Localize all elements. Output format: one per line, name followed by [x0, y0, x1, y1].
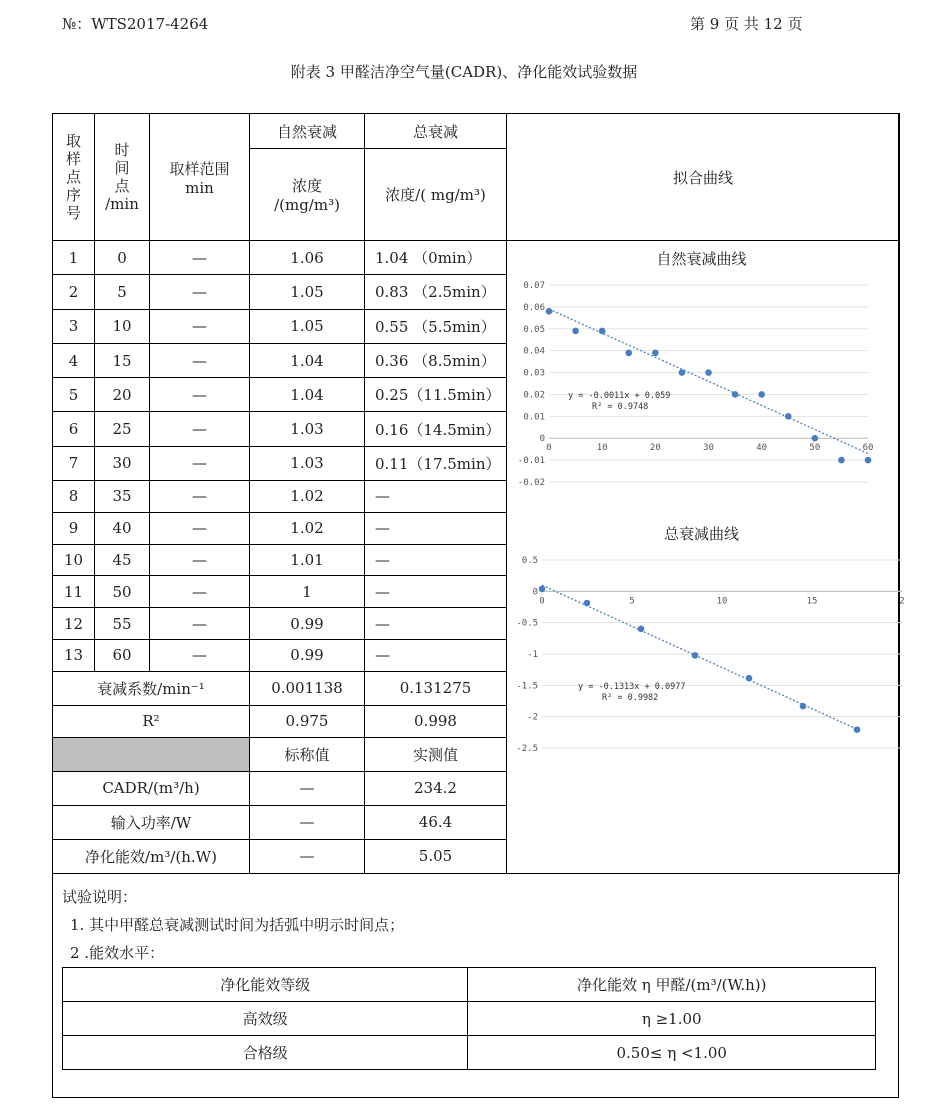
cell-t: 60 — [95, 640, 150, 672]
x-tick-label: 0 — [539, 596, 545, 607]
trend-equation: y = -0.0011x + 0.059 — [568, 391, 671, 401]
header-fit-curve: 拟合曲线 — [507, 114, 900, 241]
cell-range: — — [150, 512, 250, 544]
cell-no: 11 — [53, 576, 95, 608]
decay-coef-natural: 0.001138 — [250, 671, 365, 705]
cell-tot: — — [365, 640, 507, 672]
x-tick-label: 50 — [809, 443, 821, 454]
header-time: 时 间 点 /min — [95, 114, 150, 241]
cell-t: 40 — [95, 512, 150, 544]
cell-nat: 0.99 — [250, 640, 365, 672]
y-tick-label: 0 — [539, 434, 545, 445]
data-point — [758, 391, 765, 398]
cell-t: 25 — [95, 412, 150, 446]
power-measured: 46.4 — [365, 805, 507, 839]
header-range: 取样范围 min — [150, 114, 250, 241]
y-tick-label: -0.01 — [517, 456, 545, 467]
total-decay-chart — [510, 552, 905, 762]
data-point — [865, 457, 872, 464]
x-tick-label: 0 — [546, 443, 552, 454]
x-tick-label: 10 — [596, 443, 608, 454]
trendline — [542, 585, 857, 729]
cell-no: 8 — [53, 481, 95, 513]
y-tick-label: 0.5 — [521, 556, 538, 566]
cell-tot: — — [365, 512, 507, 544]
data-point — [638, 626, 645, 633]
report-number: №：WTS2017-4264 — [62, 15, 209, 33]
cell-t: 0 — [95, 241, 150, 275]
data-point — [732, 391, 739, 398]
cell-no: 7 — [53, 446, 95, 480]
x-tick-label: 60 — [862, 443, 874, 454]
trendline — [549, 309, 868, 453]
cell-no: 10 — [53, 544, 95, 576]
cell-no: 12 — [53, 608, 95, 640]
cell-tot: 1.04 （0min） — [365, 241, 507, 275]
y-tick-label: 0.01 — [523, 412, 545, 423]
cell-range: — — [150, 412, 250, 446]
y-tick-label: 0 — [532, 587, 538, 598]
cell-nat: 1.02 — [250, 512, 365, 544]
cell-range: — — [150, 275, 250, 309]
cell-nat: 1.05 — [250, 309, 365, 343]
y-tick-label: 0.06 — [523, 302, 545, 313]
data-point — [746, 675, 753, 682]
cell-t: 30 — [95, 446, 150, 480]
grade-high-value: η ≥1.00 — [468, 1002, 876, 1036]
efficiency-measured: 5.05 — [365, 839, 507, 873]
cell-t: 45 — [95, 544, 150, 576]
cell-no: 4 — [53, 343, 95, 377]
data-point — [854, 726, 861, 733]
y-tick-label: 0.07 — [523, 281, 545, 291]
natural-decay-chart — [510, 276, 895, 488]
y-tick-label: 0.02 — [523, 390, 545, 401]
cadr-label: CADR/(m³/h) — [53, 771, 250, 805]
x-tick-label: 20 — [649, 443, 661, 454]
data-point — [838, 457, 845, 464]
cell-range: — — [150, 241, 250, 275]
cell-range: — — [150, 576, 250, 608]
cell-tot: — — [365, 608, 507, 640]
cell-nat: 1.04 — [250, 378, 365, 412]
data-point — [652, 350, 659, 357]
cell-nat: 1.02 — [250, 481, 365, 513]
cell-range: — — [150, 309, 250, 343]
cell-t: 20 — [95, 378, 150, 412]
x-tick-label: 10 — [716, 596, 728, 607]
data-point — [539, 586, 546, 593]
cell-tot: 0.25（11.5min） — [365, 378, 507, 412]
data-point — [679, 369, 686, 376]
grade-header-level: 净化能效等级 — [63, 968, 468, 1002]
header-natural-conc: 浓度 /(mg/m³) — [250, 149, 365, 241]
x-tick-label: 30 — [703, 443, 714, 454]
cell-no: 2 — [53, 275, 95, 309]
nominal-header: 标称值 — [250, 737, 365, 771]
cell-t: 50 — [95, 576, 150, 608]
data-point — [785, 413, 792, 420]
y-tick-label: -0.02 — [517, 478, 545, 488]
trend-r2: R² = 0.9748 — [592, 402, 649, 412]
cell-nat: 1.03 — [250, 412, 365, 446]
x-tick-label: 2 — [899, 596, 905, 607]
header-sample-no: 取 样 点 序 号 — [53, 114, 95, 241]
cell-nat: 1.03 — [250, 446, 365, 480]
cadr-nominal: — — [250, 771, 365, 805]
cell-range: — — [150, 343, 250, 377]
header-natural-decay: 自然衰减 — [250, 114, 365, 149]
chart-title-total: 总衰减曲线 — [663, 525, 739, 543]
cell-t: 15 — [95, 343, 150, 377]
r2-total: 0.998 — [365, 705, 507, 737]
cell-tot: 0.55 （5.5min） — [365, 309, 507, 343]
cell-range: — — [150, 481, 250, 513]
cell-range: — — [150, 446, 250, 480]
x-tick-label: 5 — [629, 596, 635, 607]
data-point — [546, 308, 553, 315]
power-nominal: — — [250, 805, 365, 839]
y-tick-label: -1.5 — [516, 681, 538, 692]
cadr-measured: 234.2 — [365, 771, 507, 805]
data-point — [584, 600, 591, 607]
efficiency-grade-table — [62, 967, 876, 1070]
x-tick-label: 40 — [756, 443, 768, 454]
data-point — [812, 435, 819, 442]
data-point — [705, 369, 712, 376]
notes-line-1: 1. 其中甲醛总衰减测试时间为括弧中明示时间点； — [70, 916, 405, 934]
cell-no: 13 — [53, 640, 95, 672]
cell-nat: 1.05 — [250, 275, 365, 309]
decay-coef-total: 0.131275 — [365, 671, 507, 705]
r2-natural: 0.975 — [250, 705, 365, 737]
cell-range: — — [150, 544, 250, 576]
grade-pass-label: 合格级 — [63, 1036, 468, 1070]
efficiency-label: 净化能效/m³/(h.W) — [53, 839, 250, 873]
data-point — [572, 328, 579, 335]
grade-header-value: 净化能效 η 甲醛/(m³/(W.h)) — [468, 968, 876, 1002]
cell-range: — — [150, 378, 250, 412]
r2-label: R² — [53, 705, 250, 737]
cell-t: 5 — [95, 275, 150, 309]
notes-title: 试验说明： — [62, 888, 138, 906]
cell-nat: 1 — [250, 576, 365, 608]
x-tick-label: 15 — [806, 596, 818, 607]
cell-tot: — — [365, 576, 507, 608]
cell-range: — — [150, 608, 250, 640]
cell-no: 3 — [53, 309, 95, 343]
data-point — [800, 703, 807, 710]
data-point — [625, 350, 632, 357]
cell-nat: 1.04 — [250, 343, 365, 377]
notes-line-2: 2 .能效水平： — [70, 944, 165, 962]
y-tick-label: -2 — [527, 712, 538, 723]
data-point — [599, 328, 606, 335]
trend-equation: y = -0.1313x + 0.0977 — [578, 682, 686, 692]
cell-nat: 1.01 — [250, 544, 365, 576]
y-tick-label: -0.5 — [516, 618, 538, 629]
cell-t: 55 — [95, 608, 150, 640]
grade-pass-value: 0.50≤ η <1.00 — [468, 1036, 876, 1070]
y-tick-label: 0.03 — [523, 368, 545, 379]
cell-t: 35 — [95, 481, 150, 513]
grade-high-label: 高效级 — [63, 1002, 468, 1036]
cell-nat: 1.06 — [250, 241, 365, 275]
cell-tot: 0.11（17.5min） — [365, 446, 507, 480]
document-title: 附表 3 甲醛洁净空气量(CADR)、净化能效试验数据 — [290, 63, 638, 81]
cell-tot: — — [365, 544, 507, 576]
cell-no: 6 — [53, 412, 95, 446]
cell-no: 1 — [53, 241, 95, 275]
cell-tot: 0.36 （8.5min） — [365, 343, 507, 377]
header-total-decay: 总衰减 — [365, 114, 507, 149]
page-indicator: 第 9 页 共 12 页 — [690, 15, 803, 33]
measured-header: 实测值 — [365, 737, 507, 771]
cell-tot: — — [365, 481, 507, 513]
cell-t: 10 — [95, 309, 150, 343]
decay-coef-label: 衰减系数/min⁻¹ — [53, 671, 250, 705]
y-tick-label: -1 — [527, 650, 538, 660]
y-tick-label: 0.04 — [523, 346, 545, 357]
cell-no: 5 — [53, 378, 95, 412]
efficiency-nominal: — — [250, 839, 365, 873]
power-label: 输入功率/W — [53, 805, 250, 839]
cell-nat: 0.99 — [250, 608, 365, 640]
chart-title-natural: 自然衰减曲线 — [656, 250, 747, 268]
cell-tot: 0.83 （2.5min） — [365, 275, 507, 309]
y-tick-label: -2.5 — [516, 744, 538, 754]
grey-cell — [53, 737, 250, 771]
cell-no: 9 — [53, 512, 95, 544]
header-total-conc: 浓度/( mg/m³) — [365, 149, 507, 241]
y-tick-label: 0.05 — [523, 324, 545, 335]
trend-r2: R² = 0.9982 — [602, 693, 659, 703]
cell-range: — — [150, 640, 250, 672]
data-point — [692, 652, 699, 659]
cell-tot: 0.16（14.5min） — [365, 412, 507, 446]
